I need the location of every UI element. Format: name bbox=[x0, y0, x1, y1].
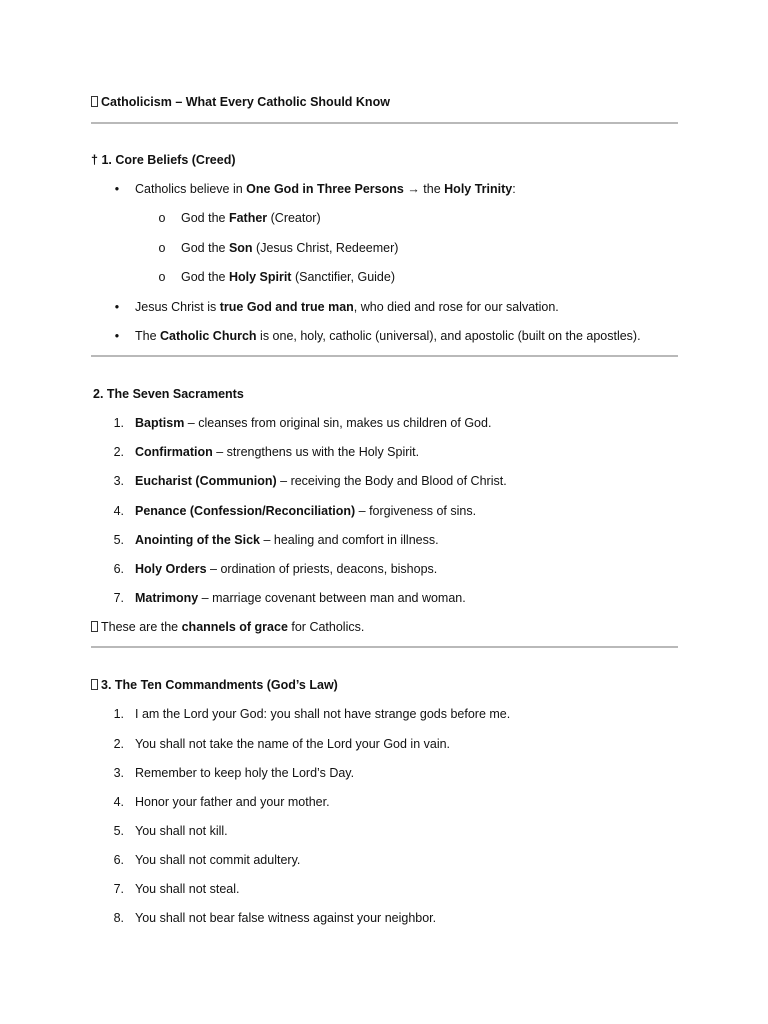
missing-glyph-icon bbox=[91, 96, 98, 107]
section-heading-commandments: 3. The Ten Commandments (God’s Law) bbox=[91, 677, 338, 693]
list-number: 4. bbox=[113, 504, 124, 518]
sub-bullet: o bbox=[158, 241, 166, 255]
list-number: 6. bbox=[113, 562, 124, 576]
bullet: • bbox=[114, 182, 120, 196]
list-item: Jesus Christ is true God and true man, who died and rose for our salvation. bbox=[135, 300, 559, 314]
list-item: Confirmation – strengthens us with the Holy Spirit. bbox=[135, 445, 420, 459]
list-item: The Catholic Church is one, holy, catholic (universal), and apostolic (built on the apostles). bbox=[135, 329, 641, 343]
list-number: 1. bbox=[113, 416, 124, 430]
divider bbox=[91, 355, 678, 357]
bullet: • bbox=[114, 329, 120, 343]
list-item: Catholics believe in One God in Three Persons → the Holy Trinity: bbox=[135, 182, 516, 196]
list-item: You shall not commit adultery. bbox=[135, 853, 301, 867]
list-item: Holy Orders – ordination of priests, deacons, bishops. bbox=[135, 562, 438, 576]
list-item: You shall not steal. bbox=[135, 882, 240, 896]
list-number: 6. bbox=[113, 853, 124, 867]
list-number: 8. bbox=[113, 911, 124, 925]
list-number: 7. bbox=[113, 591, 124, 605]
section-heading-sacraments: 2. The Seven Sacraments bbox=[93, 387, 244, 401]
divider bbox=[91, 646, 678, 648]
sub-list-item: God the Father (Creator) bbox=[181, 211, 321, 225]
list-number: 3. bbox=[113, 474, 124, 488]
sub-list-item: God the Holy Spirit (Sanctifier, Guide) bbox=[181, 270, 395, 284]
list-item: You shall not kill. bbox=[135, 824, 228, 838]
list-item: Remember to keep holy the Lord’s Day. bbox=[135, 766, 355, 780]
sub-bullet: o bbox=[158, 270, 166, 284]
bullet: • bbox=[114, 300, 120, 314]
sub-bullet: o bbox=[158, 211, 166, 225]
list-item: You shall not take the name of the Lord your God in vain. bbox=[135, 737, 451, 751]
missing-glyph-icon bbox=[91, 679, 98, 690]
list-item: Penance (Confession/Reconciliation) – forgiveness of sins. bbox=[135, 504, 477, 518]
sacraments-note: These are the channels of grace for Catholics. bbox=[91, 619, 364, 635]
list-item: I am the Lord your God: you shall not have strange gods before me. bbox=[135, 707, 511, 721]
list-number: 7. bbox=[113, 882, 124, 896]
divider bbox=[91, 122, 678, 124]
list-number: 3. bbox=[113, 766, 124, 780]
cross-icon: † bbox=[91, 153, 98, 167]
list-number: 5. bbox=[113, 533, 124, 547]
list-number: 5. bbox=[113, 824, 124, 838]
list-item: Eucharist (Communion) – receiving the Body and Blood of Christ. bbox=[135, 474, 507, 488]
sub-list-item: God the Son (Jesus Christ, Redeemer) bbox=[181, 241, 399, 255]
list-number: 2. bbox=[113, 737, 124, 751]
list-number: 2. bbox=[113, 445, 124, 459]
list-item: You shall not bear false witness against your neighbor. bbox=[135, 911, 437, 925]
list-number: 1. bbox=[113, 707, 124, 721]
document-title: Catholicism – What Every Catholic Should Know bbox=[91, 94, 390, 110]
list-item: Anointing of the Sick – healing and comfort in illness. bbox=[135, 533, 439, 547]
list-number: 4. bbox=[113, 795, 124, 809]
missing-glyph-icon bbox=[91, 621, 98, 632]
section-heading-core-beliefs: † 1. Core Beliefs (Creed) bbox=[91, 153, 236, 167]
list-item: Matrimony – marriage covenant between man and woman. bbox=[135, 591, 466, 605]
list-item: Honor your father and your mother. bbox=[135, 795, 330, 809]
list-item: Baptism – cleanses from original sin, makes us children of God. bbox=[135, 416, 492, 430]
